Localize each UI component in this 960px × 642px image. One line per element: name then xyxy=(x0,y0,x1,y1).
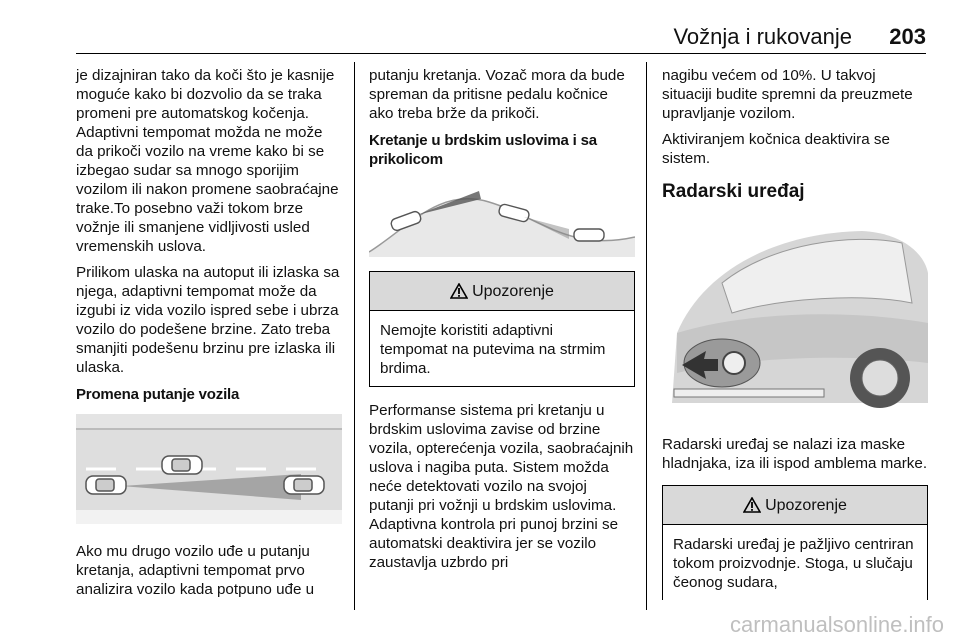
warning-title: Upozorenje xyxy=(472,282,554,300)
lane-change-illustration xyxy=(76,414,342,524)
subheading: Kretanje u brdskim uslovima i sa prikolicom xyxy=(369,132,597,168)
paragraph: Radarski uređaj se nalazi iza maske hladnjaka, iza ili ispod amblema marke. xyxy=(662,436,928,472)
warning-title: Upozorenje xyxy=(765,496,847,514)
warning-box xyxy=(662,485,928,600)
warning-box xyxy=(369,271,635,387)
subheading: Promena putanje vozila xyxy=(76,386,240,403)
column-1 xyxy=(76,66,342,606)
hill-driving-illustration xyxy=(369,177,635,257)
page-number: 203 xyxy=(889,24,926,49)
paragraph: nagibu većem od 10%. U takvoj situaciji budite spremni da preuzmete upravljanje vozilom. xyxy=(662,67,913,122)
column-divider xyxy=(354,62,355,610)
page-header xyxy=(76,24,926,52)
radar-location-illustration xyxy=(662,213,928,423)
paragraph: je dizajniran tako da koči što je kasnije moguće kako bi dozvolio da se traka promeni pre automatskog kočenja. Adaptivni tempomat možda ne može da prikoči vozilo na vreme kako bi se izbegao sudar sa mnogo sporijim vozilom ili nakon promene saobraćajne trake.To posebno važi tokom brze vožnje ili smanjene vidljivosti usled vremenskih uslova. xyxy=(76,67,339,255)
warning-header xyxy=(370,272,634,311)
column-3 xyxy=(662,66,928,614)
warning-triangle-icon xyxy=(743,497,761,513)
warning-text: Radarski uređaj je pažljivo centriran tokom proizvodnje. Stoga, u slučaju čeonog sudara, xyxy=(673,536,914,591)
section-heading: Radarski uređaj xyxy=(662,181,805,202)
paragraph: Prilikom ulaska na autoput ili izlaska sa njega, adaptivni tempomat može da izgubi iz vida vozilo ispred sebe i ubrza vozilo do podešene brzine. Zato treba smanjiti podešenu brzinu pre izlaska ili ulaska. xyxy=(76,264,340,376)
column-2 xyxy=(369,66,635,579)
car-merging xyxy=(162,456,202,474)
car-ego xyxy=(86,476,126,494)
paragraph: Aktiviranjem kočnica deaktivira se sistem. xyxy=(662,131,890,167)
paragraph: putanju kretanja. Vozač mora da bude spreman da pritisne pedalu kočnice ako treba brže da prikoči. xyxy=(369,67,625,122)
column-divider xyxy=(646,62,647,610)
car-ahead xyxy=(284,476,324,494)
header-rule xyxy=(76,53,926,54)
warning-text: Nemojte koristiti adaptivni tempomat na putevima na strmim brdima. xyxy=(380,322,606,377)
chapter-title: Vožnja i rukovanje xyxy=(673,24,852,49)
warning-header xyxy=(663,486,927,525)
warning-triangle-icon xyxy=(450,283,468,299)
paragraph: Ako mu drugo vozilo uđe u putanju kretanja, adaptivni tempomat prvo analizira vozilo kada potpuno uđe u xyxy=(76,543,315,598)
paragraph: Performanse sistema pri kretanju u brdskim uslovima zavise od brzine vozila, opterećenja vozila, saobraćajnih uslova i nagiba puta. Sistem možda neće detektovati vozilo na svojoj putanji pri vožnji u brdskim uslovima. Adaptivna kontrola pri punoj brzini se automatski deaktivira jer se vozilo zaustavlja uzbrdo pri xyxy=(369,402,634,571)
watermark: carmanualsonline.info xyxy=(729,612,944,637)
